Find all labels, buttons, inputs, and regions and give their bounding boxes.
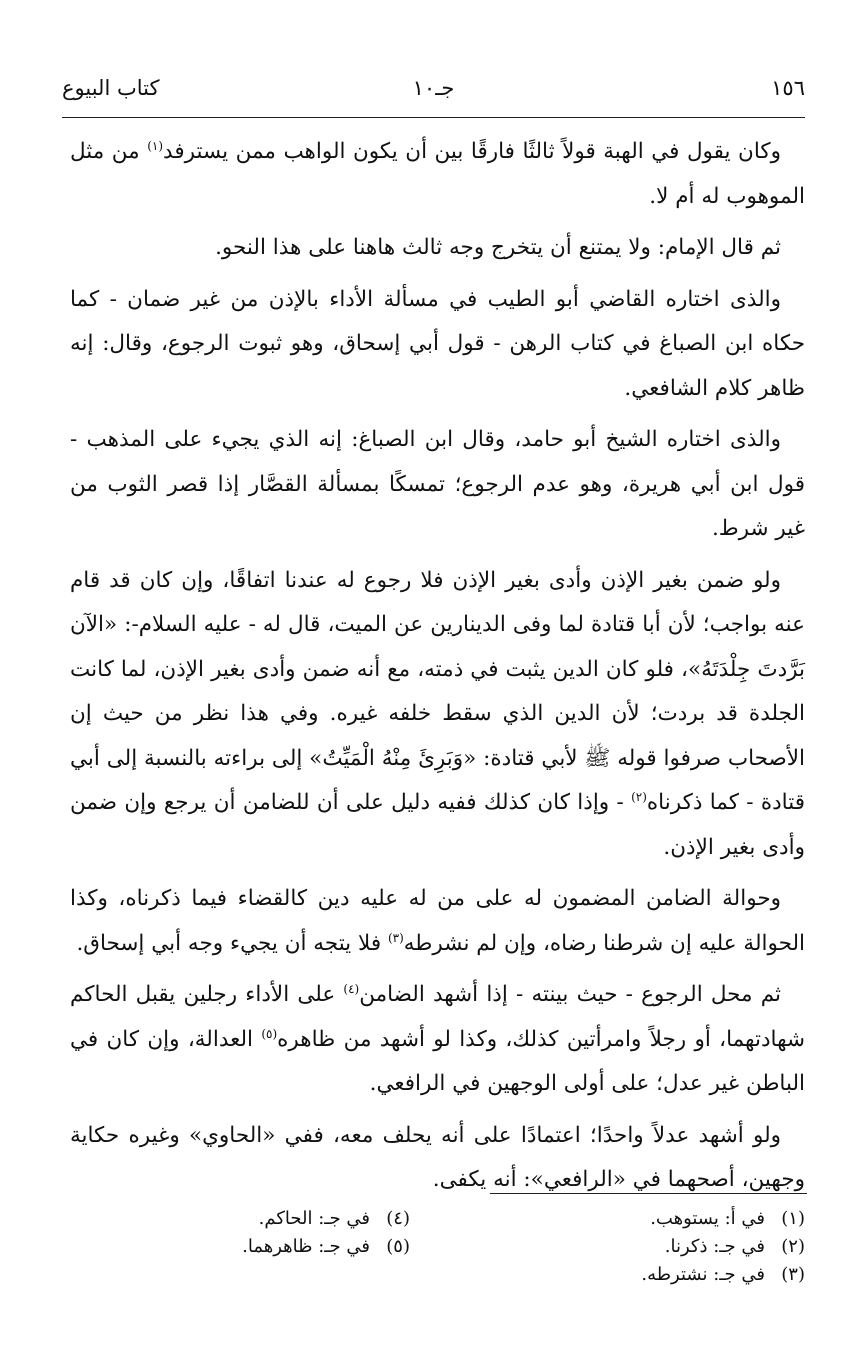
footnote-text: في جـ: الحاكم. — [258, 1208, 370, 1229]
footnote-text: في أ: يستوهب. — [650, 1208, 765, 1229]
footnote — [485, 1233, 805, 1261]
footnote-marker: (٢) — [631, 789, 647, 804]
paragraph-text: ثم محل الرجوع - حيث بينته - إذا أشهد الضامن — [359, 982, 781, 1007]
paragraph-text: ولو ضمن بغير الإذن وأدى بغير الإذن فلا رجوع له عندنا اتفاقًا، وإن كان قد قام عنه بواجب؛ لأن أبا قتادة لما وفى الدينارين عن الميت، قال له - عليه السلام-: «الآن بَرَّدتَ جِلْدَتَهُ»، فلو كان الدين يثبت في ذمته، مع أنه ضمن وأدى بغير الإذن، لما كانت الجلدة قد بردت؛ لأن الدين الذي سقط خلفه غيره. وفي هذا نظر من حيث إن الأصحاب صرفوا قوله ﷺ لأبي قتادة: «وَبَرِئَ مِنْهُ الْمَيِّتُ» إلى براءته بالنسبة إلى أبي قتادة - كما ذكرناه — [70, 567, 805, 815]
paragraph-text: - وإذا كان كذلك ففيه دليل على أن للضامن أن يرجع وإن ضمن وأدى بغير الإذن. — [70, 790, 805, 860]
paragraph — [70, 877, 805, 966]
footnote — [90, 1205, 410, 1233]
main-text — [70, 130, 805, 1203]
paragraph: والذى اختاره الشيخ أبو حامد، وقال ابن الصباغ: إنه الذي يجيء على المذهب - قول ابن أبي هريرة، وهو عدم الرجوع؛ تمسكًا بمسألة القصَّار إذا قصر الثوب من غير شرط. — [70, 427, 805, 541]
footnote-number: (٣) — [781, 1264, 805, 1285]
footnote-divider — [490, 1193, 807, 1194]
paragraph-text: من مثل الموهوب له أم لا. — [70, 139, 805, 209]
page-number: ١٥٦ — [771, 76, 805, 100]
paragraph — [70, 559, 805, 871]
footnote-text: في جـ: ظاهرهما. — [242, 1236, 370, 1257]
footnote-number: (٥) — [386, 1236, 410, 1257]
footnote — [485, 1205, 805, 1233]
footnote-number: (٤) — [386, 1208, 410, 1229]
page-header — [62, 72, 805, 112]
paragraph — [70, 973, 805, 1107]
footnote-marker: (٥) — [261, 1026, 278, 1041]
paragraph: ثم قال الإمام: ولا يمتنع أن يتخرج وجه ثالث هاهنا على هذا النحو. — [215, 235, 781, 260]
paragraph-text: على الأداء رجلين يقبل الحاكم شهادتهما، أو رجلاً وامرأتين كذلك، وكذا لو أشهد من ظاهره — [70, 982, 805, 1052]
book-title: كتاب البيوع — [62, 76, 160, 100]
footnote-marker: (٣) — [387, 930, 404, 945]
paragraph-text: وحوالة الضامن المضمون له على من له عليه دين كالقضاء فيما ذكرناه، وكذا الحوالة عليه إن شرطنا رضاه، وإن لم نشرطه — [70, 886, 805, 956]
volume-label: جـ١٠ — [412, 76, 455, 100]
footnote-text: في جـ: ذكرنا. — [664, 1236, 765, 1257]
footnote — [90, 1233, 410, 1261]
paragraph: ولو أشهد عدلاً واحدًا؛ اعتمادًا على أنه يحلف معه، ففي «الحاوي» وغيره حكاية وجهين، أصحهما في «الرافعي»: أنه يكفى. — [70, 1122, 805, 1192]
paragraph: والذى اختاره القاضي أبو الطيب في مسألة الأداء بالإذن من غير ضمان - كما حكاه ابن الصباغ في كتاب الرهن - قول أبي إسحاق، وهو ثبوت الرجوع، وقال: إنه ظاهر كلام الشافعي. — [70, 286, 805, 401]
footnote-column-left — [90, 1205, 410, 1261]
footnote-text: في جـ: نشترطه. — [641, 1264, 765, 1285]
paragraph-text: وكان يقول في الهبة قولاً ثالثًا فارقًا بين أن يكون الواهب ممن يسترفد — [163, 139, 781, 164]
paragraph — [70, 130, 805, 219]
header-divider — [62, 117, 805, 118]
footnote-number: (٢) — [781, 1236, 805, 1257]
footnote-marker: (٤) — [343, 981, 360, 996]
paragraph-text: فلا يتجه أن يجيء وجه أبي إسحاق. — [76, 930, 388, 956]
footnote — [485, 1261, 805, 1289]
footnote-column-right — [485, 1205, 805, 1289]
footnote-marker: (١) — [147, 138, 164, 153]
paragraph-text: العدالة، وإن كان في الباطن غير عدل؛ على أولى الوجهين في الرافعي. — [70, 1026, 805, 1096]
footnote-number: (١) — [781, 1208, 805, 1229]
